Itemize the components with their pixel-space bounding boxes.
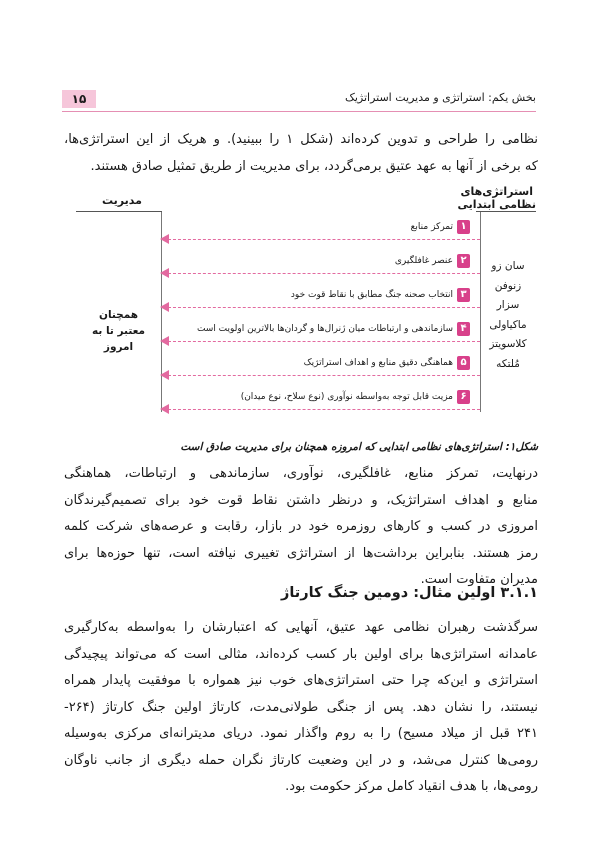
arrow-line	[168, 273, 480, 274]
arrowhead-icon	[160, 234, 169, 244]
body-line: مدیران متفاوت است.	[420, 572, 538, 587]
item-number-badge: ۵	[457, 356, 470, 370]
still-valid-line: امروز	[103, 341, 134, 353]
body-line: امروزی در کسب و کارهای روزمره خود در بازار، رقابت و عرصه‌های شرکت کلمه	[64, 519, 538, 534]
leader-name: ماکیاولی	[489, 318, 527, 331]
figure-1	[62, 185, 536, 445]
body-line: درنهایت، تمرکز منابع، غافلگیری، نوآوری، سازماندهی و ارتباطات، هماهنگی	[64, 466, 538, 481]
strategy-item	[304, 356, 470, 370]
leader-name: سان زو	[491, 260, 525, 272]
strategy-item	[197, 322, 470, 336]
body-line: منابع و اهداف استراتژیک، و درنظر داشتن نقاط قوت خود برای تصمیم‌گیرندگان	[64, 492, 538, 508]
body-line: استراتژی و این‌که چرا حتی استراتژی‌های خوب نیز همواره با موفقیت پایدار همراه	[64, 673, 538, 688]
still-valid-label	[92, 307, 145, 355]
item-number-badge: ۱	[457, 220, 470, 234]
page-header	[62, 88, 536, 110]
figure-caption: شکل۱: استراتژی‌های نظامی ابتدایی که امروزه همچنان برای مدیریت صادق است	[180, 441, 538, 453]
figure-label-line: استراتژی‌های	[460, 185, 534, 198]
strategy-item	[291, 288, 470, 302]
body-line: ۲۴۱ قبل از میلاد مسیح) را به روم واگذار نمود. دریای مدیترانه‌ای مرکزی به‌وسیله	[64, 726, 538, 741]
strategy-item	[241, 390, 470, 404]
figure-label-line: نظامی ابتدایی	[457, 198, 536, 211]
arrowhead-icon	[160, 370, 169, 380]
arrow-line	[168, 307, 480, 308]
item-text: سازماندهی و ارتباطات میان ژنرال‌ها و گردان‌ها بالاترین اولویت است	[196, 324, 453, 334]
body-line: رومی‌ها کنترل می‌شد، و در این وضعیت کارتاژ نگران حمله دیگری از جانب ناوگان	[64, 752, 538, 768]
still-valid-line: معتبر تا به	[92, 325, 146, 337]
military-leaders-list	[480, 257, 536, 374]
left-header-rule	[76, 211, 162, 212]
intro-line: نظامی را طراحی و تدوین کرده‌اند (شکل ۱ را ببینید). و هریک از این استراتژی‌ها،	[64, 132, 538, 147]
item-number-badge: ۶	[457, 390, 470, 404]
figure-label-management: مدیریت	[102, 194, 142, 207]
still-valid-line: همچنان	[98, 309, 139, 321]
body-paragraph-2	[64, 615, 538, 801]
leader-name: سزار	[496, 299, 520, 311]
body-line: رمز هستند. بنابراین برداشت‌ها از استراتژی تغییری نیافته است، تنها حوزه‌ها برای	[64, 545, 538, 561]
running-title: بخش یکم: استراتژی و مدیریت استراتژیک	[344, 91, 536, 104]
leader-name: کلاسویتز	[489, 338, 527, 350]
item-text: مزیت قابل توجه به‌واسطه نوآوری (نوع سلاح، نوع میدان)	[240, 392, 453, 402]
item-text: تمرکز منابع	[410, 222, 453, 232]
arrow-line	[168, 239, 480, 240]
arrow-line	[168, 409, 480, 410]
right-header-rule	[476, 211, 536, 212]
item-text: انتخاب صحنه جنگ مطابق با نقاط قوت خود	[290, 290, 453, 300]
arrowhead-icon	[160, 404, 169, 414]
item-text: عنصر غافلگیری	[394, 256, 453, 266]
arrowhead-icon	[160, 302, 169, 312]
leader-name: زنوفن	[494, 279, 522, 292]
item-number-badge: ۴	[457, 322, 470, 336]
figure-label-military-strategies	[457, 185, 536, 211]
body-line: عامدانه استراتژی‌ها برای اولین بار کسب کرده‌اند، مثالی است که می‌تواند پیچیدگی	[64, 646, 538, 662]
body-line: سرگذشت رهبران نظامی عهد عتیق، آنهایی که اعتبارشان را به‌واسطه به‌کارگیری	[64, 620, 538, 635]
arrowhead-icon	[160, 336, 169, 346]
body-line: رومی‌ها، با هدف انقیاد کامل مرکز حکومت بود.	[285, 779, 538, 794]
item-text: هماهنگی دقیق منابع و اهداف استراتژیک	[303, 358, 453, 368]
arrowhead-icon	[160, 268, 169, 278]
item-number-badge: ۳	[457, 288, 470, 302]
intro-line: که برخی از آنها به عهد عتیق برمی‌گردد، برای مدیریت از طریق تمثیل صادق هستند.	[90, 158, 538, 174]
strategy-item	[395, 254, 470, 268]
leader-name: مُلتکه	[496, 357, 520, 370]
arrow-line	[168, 375, 480, 376]
page-number: ۱۵	[62, 90, 96, 108]
intro-paragraph	[64, 127, 538, 180]
header-divider	[62, 111, 536, 112]
section-heading: ۳.۱.۱ اولین مثال: دومین جنگ کارتاژ	[280, 585, 538, 601]
body-paragraph-1	[64, 461, 538, 594]
strategy-item	[411, 220, 470, 234]
body-line: نیستند، را نشان دهد. پس از جنگی طولانی‌مدت، کارتاژ اولین جنگ کارتاژ (۲۶۴-	[64, 699, 538, 715]
arrow-line	[168, 341, 480, 342]
item-number-badge: ۲	[457, 254, 470, 268]
